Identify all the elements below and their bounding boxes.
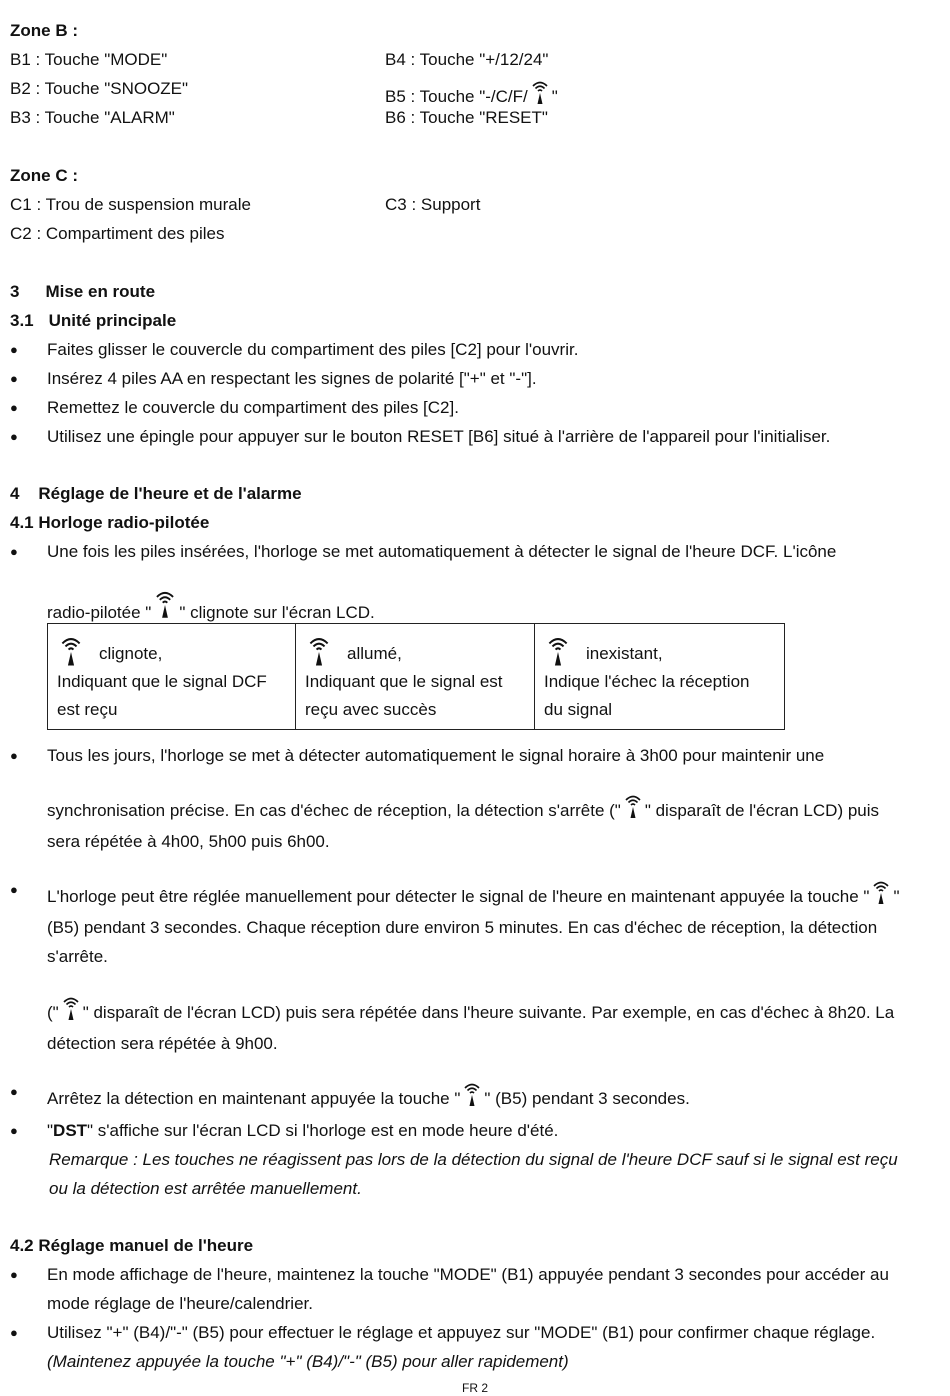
section-4-heading: 4 Réglage de l'heure et de l'alarme	[10, 484, 302, 503]
remark-line: ou la détection est arrêtée manuellement.	[49, 1179, 362, 1198]
paragraph-line: détection sera répétée à 9h00.	[47, 1034, 278, 1053]
radio-signal-icon	[305, 636, 333, 668]
text-span: " disparaît de l'écran LCD) puis	[644, 801, 880, 820]
page-number: FR 2	[461, 1381, 488, 1395]
text-span: ("	[47, 1003, 59, 1022]
text-span: "	[47, 1121, 54, 1140]
section-4-2-heading: 4.2 Réglage manuel de l'heure	[10, 1236, 254, 1255]
status-desc: est reçu	[57, 700, 118, 719]
key-b1: B1 : Touche "MODE"	[10, 50, 168, 69]
section-3-1-title: Unité principale	[48, 311, 177, 330]
key-b5	[385, 80, 558, 107]
status-header	[305, 632, 525, 668]
radio-signal-icon	[462, 1082, 482, 1108]
table-cell	[296, 624, 535, 730]
key-b5-text: B5 : Touche "-/C/F/	[385, 87, 528, 106]
list-item: Insérez 4 piles AA en respectant les signes de polarité ["+" et "-"].	[47, 369, 537, 388]
text-span: " (B5) pendant 3 secondes.	[484, 1089, 690, 1108]
status-header	[544, 632, 775, 668]
text-span: " clignote sur l'écran LCD.	[179, 603, 375, 622]
bullet-icon: ●	[10, 1084, 18, 1099]
bullet-icon: ●	[10, 342, 18, 357]
paragraph-line: s'arrête.	[47, 947, 108, 966]
status-label: allumé,	[347, 644, 402, 663]
section-3-heading	[10, 282, 155, 302]
section-3-number: 3	[10, 282, 20, 301]
bullet-icon: ●	[10, 882, 18, 897]
part-c1: C1 : Trou de suspension murale	[10, 195, 251, 214]
paragraph-line	[47, 590, 375, 623]
radio-signal-icon	[871, 880, 891, 906]
part-c2: C2 : Compartiment des piles	[10, 224, 225, 243]
bullet-icon: ●	[10, 429, 18, 444]
status-desc: Indique l'échec la réception	[544, 672, 750, 691]
text-span: radio-pilotée "	[47, 603, 152, 622]
bullet-icon: ●	[10, 400, 18, 415]
bullet-icon: ●	[10, 1325, 18, 1340]
list-item: Faites glisser le couvercle du compartiment des piles [C2] pour l'ouvrir.	[47, 340, 579, 359]
text-span: L'horloge peut être réglée manuellement pour détecter le signal de l'heure en maintenant appuyée la touche "	[47, 887, 870, 906]
bullet-icon: ●	[10, 371, 18, 386]
paragraph-line: Utilisez "+" (B4)/"-" (B5) pour effectuer le réglage et appuyez sur "MODE" (B1) pour confirmer chaque réglage.	[47, 1323, 876, 1342]
text-span: synchronisation précise. En cas d'échec de réception, la détection s'arrête ("	[47, 801, 621, 820]
key-b6: B6 : Touche "RESET"	[385, 108, 548, 127]
radio-signal-icon	[61, 996, 81, 1022]
status-label: clignote,	[99, 644, 163, 663]
paragraph-line	[47, 794, 879, 821]
status-desc: reçu avec succès	[305, 700, 437, 719]
table-cell	[535, 624, 785, 730]
paragraph-line	[47, 1121, 558, 1141]
table-row	[48, 624, 785, 730]
status-desc: Indiquant que le signal DCF	[57, 672, 267, 691]
status-desc: Indiquant que le signal est	[305, 672, 503, 691]
remark-line: Remarque : Les touches ne réagissent pas lors de la détection du signal de l'heure DCF sauf si le signal est reçu	[49, 1150, 898, 1169]
section-3-title: Mise en route	[45, 282, 156, 301]
paragraph-line: mode réglage de l'heure/calendrier.	[47, 1294, 313, 1313]
paragraph-line	[47, 1082, 690, 1109]
part-c3: C3 : Support	[385, 195, 481, 214]
dst-label: DST	[53, 1121, 88, 1140]
radio-signal-icon	[623, 794, 643, 820]
bullet-icon: ●	[10, 748, 18, 763]
bullet-icon: ●	[10, 1123, 18, 1138]
paragraph-line: En mode affichage de l'heure, maintenez la touche "MODE" (B1) appuyée pendant 3 secondes pour accéder au	[47, 1265, 889, 1284]
zone-c-title: Zone C :	[10, 166, 78, 185]
section-4-1-heading: 4.1 Horloge radio-pilotée	[10, 513, 210, 532]
list-item: Utilisez une épingle pour appuyer sur le bouton RESET [B6] situé à l'arrière de l'appareil pour l'initialiser.	[47, 427, 831, 446]
section-3-1-number: 3.1	[10, 311, 34, 330]
text-span: Arrêtez la détection en maintenant appuyée la touche "	[47, 1089, 461, 1108]
bullet-icon: ●	[10, 544, 18, 559]
status-header	[57, 632, 286, 668]
radio-signal-icon	[544, 636, 572, 668]
paragraph-line: sera répétée à 4h00, 5h00 puis 6h00.	[47, 832, 330, 851]
key-b3: B3 : Touche "ALARM"	[10, 108, 175, 127]
status-label: inexistant,	[586, 644, 663, 663]
key-b5-quote: "	[551, 87, 558, 106]
radio-signal-icon	[153, 590, 177, 620]
key-b2: B2 : Touche "SNOOZE"	[10, 79, 189, 98]
text-span: " s'affiche sur l'écran LCD si l'horloge est en mode heure d'été.	[87, 1121, 559, 1140]
table-cell	[48, 624, 296, 730]
paragraph-line	[47, 996, 894, 1023]
text-span: " disparaît de l'écran LCD) puis sera répétée dans l'heure suivante. Par exemple, en cas d'échec à 8h20. La	[82, 1003, 895, 1022]
zone-b-title: Zone B :	[10, 21, 78, 40]
section-3-1-heading	[10, 311, 176, 331]
paragraph-line: (B5) pendant 3 secondes. Chaque réception dure environ 5 minutes. En cas d'échec de réception, la détection	[47, 918, 878, 937]
radio-signal-icon	[57, 636, 85, 668]
list-item: Remettez le couvercle du compartiment des piles [C2].	[47, 398, 459, 417]
key-b4: B4 : Touche "+/12/24"	[385, 50, 549, 69]
text-span: "	[893, 887, 900, 906]
status-desc: du signal	[544, 700, 613, 719]
radio-signal-icon	[530, 80, 550, 106]
signal-status-table	[47, 623, 785, 730]
paragraph-line: Tous les jours, l'horloge se met à détecter automatiquement le signal horaire à 3h00 pour maintenir une	[47, 746, 825, 765]
paragraph-line: (Maintenez appuyée la touche "+" (B4)/"-" (B5) pour aller rapidement)	[47, 1352, 569, 1371]
paragraph-line: Une fois les piles insérées, l'horloge se met automatiquement à détecter le signal de l'heure DCF. L'icône	[47, 542, 837, 561]
bullet-icon: ●	[10, 1267, 18, 1282]
paragraph-line	[47, 880, 900, 907]
